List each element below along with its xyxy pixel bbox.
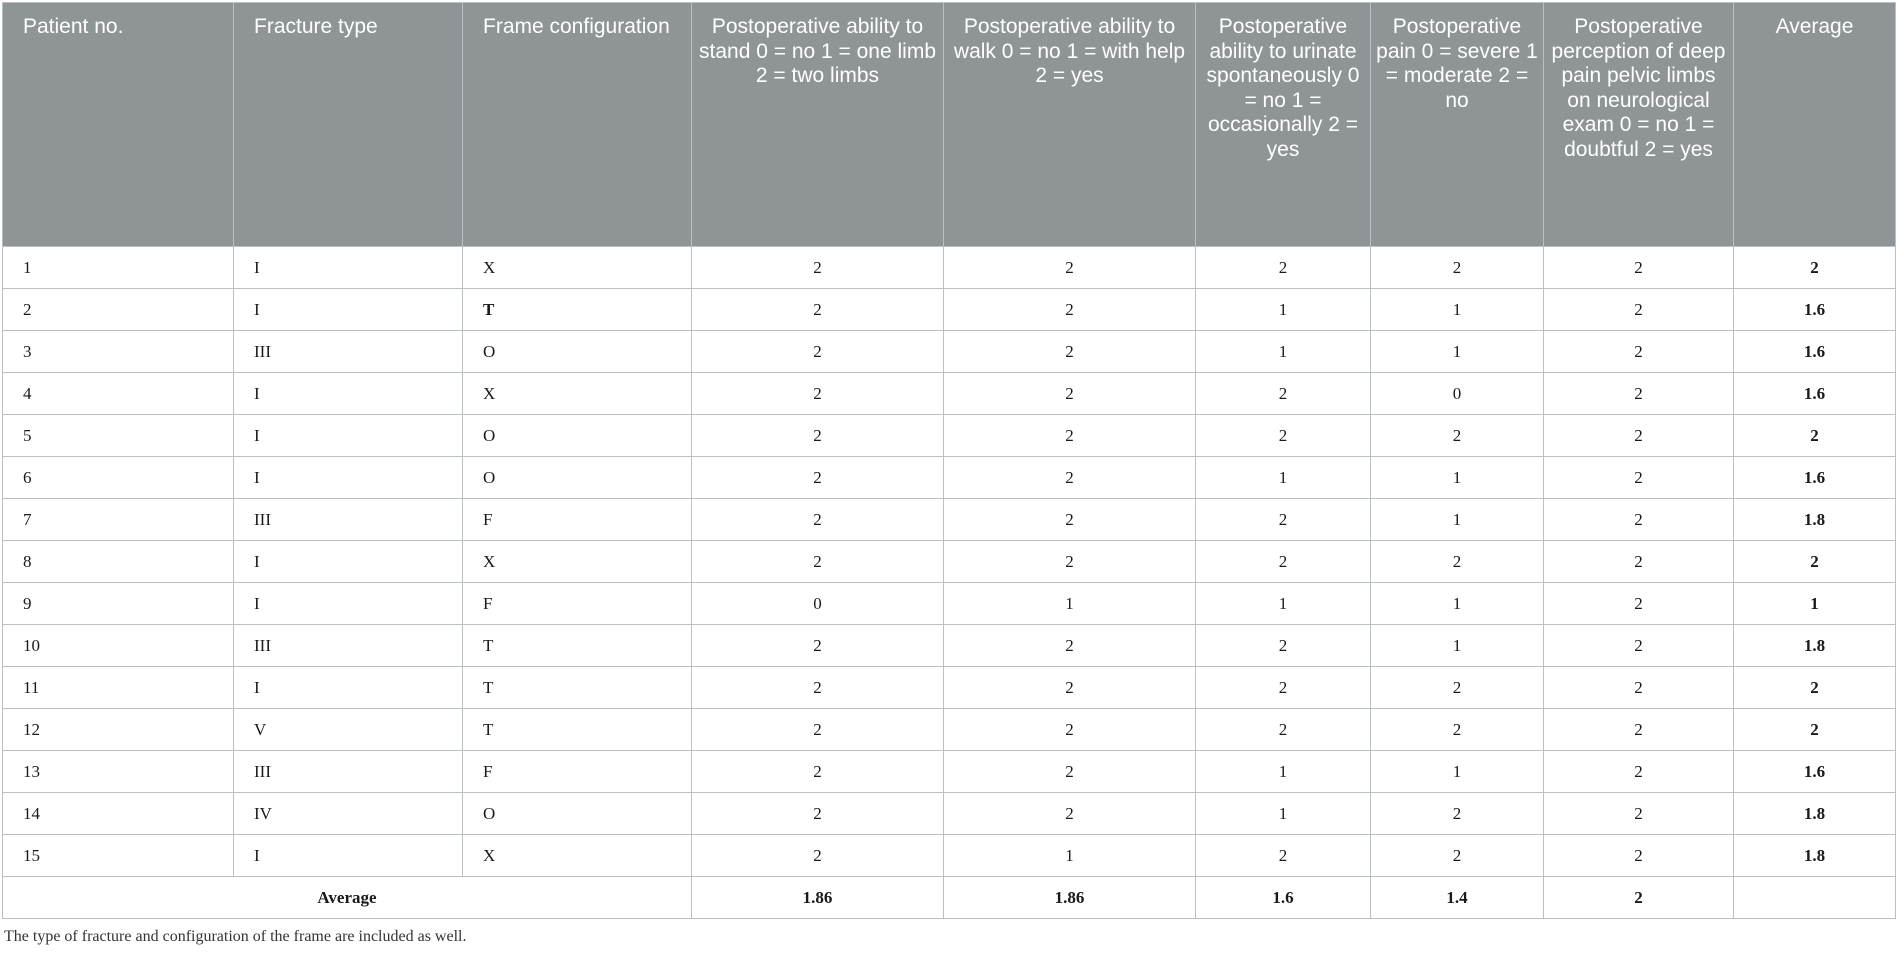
table-row — [3, 751, 1896, 793]
stand-cell: 2 — [692, 751, 944, 793]
average-cell: 2 — [1734, 415, 1896, 457]
average-cell: 1.6 — [1734, 457, 1896, 499]
pain-cell: 1 — [1371, 583, 1544, 625]
average-label: Average — [3, 877, 692, 919]
deep-pain-cell: 2 — [1544, 709, 1734, 751]
urinate-cell: 1 — [1196, 583, 1371, 625]
frame-configuration-cell: T — [463, 289, 692, 331]
deep-pain-cell: 2 — [1544, 373, 1734, 415]
patient-no-cell: 4 — [3, 373, 234, 415]
frame-configuration-cell: O — [463, 457, 692, 499]
fracture-type-cell: III — [234, 331, 463, 373]
average-cell: 2 — [1734, 541, 1896, 583]
walk-cell: 2 — [944, 331, 1196, 373]
table-row — [3, 331, 1896, 373]
fracture-type-cell: I — [234, 289, 463, 331]
average-value: 1.86 — [692, 877, 944, 919]
table-row — [3, 583, 1896, 625]
fracture-type-cell: III — [234, 751, 463, 793]
stand-cell: 2 — [692, 247, 944, 289]
average-cell: 1.8 — [1734, 793, 1896, 835]
fracture-type-cell: I — [234, 457, 463, 499]
pain-cell: 2 — [1371, 541, 1544, 583]
frame-configuration-cell: X — [463, 835, 692, 877]
stand-cell: 2 — [692, 793, 944, 835]
deep-pain-cell: 2 — [1544, 751, 1734, 793]
pain-cell: 1 — [1371, 499, 1544, 541]
stand-cell: 2 — [692, 499, 944, 541]
pain-cell: 2 — [1371, 247, 1544, 289]
deep-pain-cell: 2 — [1544, 541, 1734, 583]
average-cell: 2 — [1734, 667, 1896, 709]
fracture-type-cell: I — [234, 667, 463, 709]
deep-pain-cell: 2 — [1544, 835, 1734, 877]
walk-cell: 1 — [944, 583, 1196, 625]
col-header-average: Average — [1734, 3, 1896, 247]
frame-configuration-cell: F — [463, 499, 692, 541]
fracture-type-cell: I — [234, 373, 463, 415]
pain-cell: 2 — [1371, 793, 1544, 835]
stand-cell: 2 — [692, 457, 944, 499]
stand-cell: 2 — [692, 709, 944, 751]
urinate-cell: 1 — [1196, 331, 1371, 373]
table-row — [3, 793, 1896, 835]
urinate-cell: 2 — [1196, 835, 1371, 877]
table-row — [3, 667, 1896, 709]
average-value: 1.6 — [1196, 877, 1371, 919]
average-row — [3, 877, 1896, 919]
patient-no-cell: 3 — [3, 331, 234, 373]
urinate-cell: 2 — [1196, 709, 1371, 751]
frame-configuration-cell: T — [463, 625, 692, 667]
col-header-ability-to-walk: Postoperative ability to walk 0 = no 1 = with help 2 = yes — [944, 3, 1196, 247]
average-value: 2 — [1544, 877, 1734, 919]
table-row — [3, 373, 1896, 415]
fracture-type-cell: V — [234, 709, 463, 751]
header-row — [3, 3, 1896, 247]
fracture-type-cell: III — [234, 499, 463, 541]
stand-cell: 2 — [692, 331, 944, 373]
table-row — [3, 709, 1896, 751]
col-header-deep-pain-perception: Postoperative perception of deep pain pelvic limbs on neurological exam 0 = no 1 = doubtful 2 = yes — [1544, 3, 1734, 247]
frame-configuration-cell: X — [463, 541, 692, 583]
frame-configuration-cell: X — [463, 373, 692, 415]
walk-cell: 2 — [944, 625, 1196, 667]
urinate-cell: 1 — [1196, 457, 1371, 499]
walk-cell: 2 — [944, 751, 1196, 793]
patient-no-cell: 2 — [3, 289, 234, 331]
average-cell: 1 — [1734, 583, 1896, 625]
stand-cell: 2 — [692, 289, 944, 331]
deep-pain-cell: 2 — [1544, 415, 1734, 457]
fracture-type-cell: III — [234, 625, 463, 667]
average-cell: 2 — [1734, 247, 1896, 289]
deep-pain-cell: 2 — [1544, 583, 1734, 625]
col-header-patient-no: Patient no. — [3, 3, 234, 247]
pain-cell: 0 — [1371, 373, 1544, 415]
urinate-cell: 2 — [1196, 625, 1371, 667]
patient-no-cell: 9 — [3, 583, 234, 625]
patient-no-cell: 14 — [3, 793, 234, 835]
walk-cell: 2 — [944, 415, 1196, 457]
col-header-frame-configuration: Frame configuration — [463, 3, 692, 247]
col-header-fracture-type: Fracture type — [234, 3, 463, 247]
frame-configuration-cell: T — [463, 709, 692, 751]
deep-pain-cell: 2 — [1544, 625, 1734, 667]
urinate-cell: 2 — [1196, 415, 1371, 457]
table-row — [3, 835, 1896, 877]
pain-cell: 1 — [1371, 331, 1544, 373]
urinate-cell: 1 — [1196, 751, 1371, 793]
average-cell: 2 — [1734, 709, 1896, 751]
col-header-ability-to-urinate: Postoperative ability to urinate spontaneously 0 = no 1 = occasionally 2 = yes — [1196, 3, 1371, 247]
table-row — [3, 541, 1896, 583]
pain-cell: 1 — [1371, 289, 1544, 331]
pain-cell: 2 — [1371, 415, 1544, 457]
results-table — [2, 2, 1896, 919]
average-cell: 1.6 — [1734, 751, 1896, 793]
fracture-type-cell: I — [234, 835, 463, 877]
frame-configuration-cell: X — [463, 247, 692, 289]
patient-no-cell: 13 — [3, 751, 234, 793]
pain-cell: 1 — [1371, 457, 1544, 499]
deep-pain-cell: 2 — [1544, 457, 1734, 499]
table-row — [3, 499, 1896, 541]
patient-no-cell: 6 — [3, 457, 234, 499]
deep-pain-cell: 2 — [1544, 289, 1734, 331]
patient-no-cell: 7 — [3, 499, 234, 541]
deep-pain-cell: 2 — [1544, 793, 1734, 835]
table-row — [3, 415, 1896, 457]
table-row — [3, 247, 1896, 289]
pain-cell: 2 — [1371, 835, 1544, 877]
frame-configuration-cell: T — [463, 667, 692, 709]
walk-cell: 2 — [944, 499, 1196, 541]
stand-cell: 2 — [692, 625, 944, 667]
patient-no-cell: 15 — [3, 835, 234, 877]
average-cell: 1.8 — [1734, 625, 1896, 667]
fracture-type-cell: IV — [234, 793, 463, 835]
deep-pain-cell: 2 — [1544, 667, 1734, 709]
patient-no-cell: 1 — [3, 247, 234, 289]
urinate-cell: 2 — [1196, 541, 1371, 583]
walk-cell: 2 — [944, 373, 1196, 415]
stand-cell: 2 — [692, 415, 944, 457]
stand-cell: 2 — [692, 835, 944, 877]
patient-no-cell: 11 — [3, 667, 234, 709]
table-container — [2, 2, 1895, 946]
patient-no-cell: 5 — [3, 415, 234, 457]
walk-cell: 2 — [944, 289, 1196, 331]
fracture-type-cell: I — [234, 541, 463, 583]
average-cell: 1.8 — [1734, 499, 1896, 541]
average-value: 1.4 — [1371, 877, 1544, 919]
average-cell: 1.6 — [1734, 373, 1896, 415]
urinate-cell: 2 — [1196, 667, 1371, 709]
col-header-postoperative-pain: Postoperative pain 0 = severe 1 = moderate 2 = no — [1371, 3, 1544, 247]
pain-cell: 1 — [1371, 751, 1544, 793]
patient-no-cell: 12 — [3, 709, 234, 751]
frame-configuration-cell: F — [463, 751, 692, 793]
average-cell: 1.8 — [1734, 835, 1896, 877]
average-value — [1734, 877, 1896, 919]
walk-cell: 2 — [944, 541, 1196, 583]
pain-cell: 2 — [1371, 667, 1544, 709]
frame-configuration-cell: O — [463, 331, 692, 373]
fracture-type-cell: I — [234, 583, 463, 625]
walk-cell: 2 — [944, 793, 1196, 835]
deep-pain-cell: 2 — [1544, 247, 1734, 289]
pain-cell: 1 — [1371, 625, 1544, 667]
average-cell: 1.6 — [1734, 331, 1896, 373]
stand-cell: 2 — [692, 373, 944, 415]
patient-no-cell: 8 — [3, 541, 234, 583]
walk-cell: 1 — [944, 835, 1196, 877]
walk-cell: 2 — [944, 709, 1196, 751]
average-value: 1.86 — [944, 877, 1196, 919]
walk-cell: 2 — [944, 667, 1196, 709]
stand-cell: 2 — [692, 541, 944, 583]
deep-pain-cell: 2 — [1544, 331, 1734, 373]
frame-configuration-cell: F — [463, 583, 692, 625]
fracture-type-cell: I — [234, 247, 463, 289]
average-cell: 1.6 — [1734, 289, 1896, 331]
patient-no-cell: 10 — [3, 625, 234, 667]
urinate-cell: 1 — [1196, 289, 1371, 331]
table-row — [3, 625, 1896, 667]
col-header-ability-to-stand: Postoperative ability to stand 0 = no 1 = one limb 2 = two limbs — [692, 3, 944, 247]
deep-pain-cell: 2 — [1544, 499, 1734, 541]
urinate-cell: 2 — [1196, 373, 1371, 415]
urinate-cell: 2 — [1196, 247, 1371, 289]
table-body — [3, 247, 1896, 919]
stand-cell: 2 — [692, 667, 944, 709]
pain-cell: 2 — [1371, 709, 1544, 751]
walk-cell: 2 — [944, 247, 1196, 289]
fracture-type-cell: I — [234, 415, 463, 457]
frame-configuration-cell: O — [463, 793, 692, 835]
table-footnote: The type of fracture and configuration of the frame are included as well. — [4, 928, 467, 945]
table-row — [3, 457, 1896, 499]
stand-cell: 0 — [692, 583, 944, 625]
table-row — [3, 289, 1896, 331]
walk-cell: 2 — [944, 457, 1196, 499]
urinate-cell: 2 — [1196, 499, 1371, 541]
frame-configuration-cell: O — [463, 415, 692, 457]
urinate-cell: 1 — [1196, 793, 1371, 835]
